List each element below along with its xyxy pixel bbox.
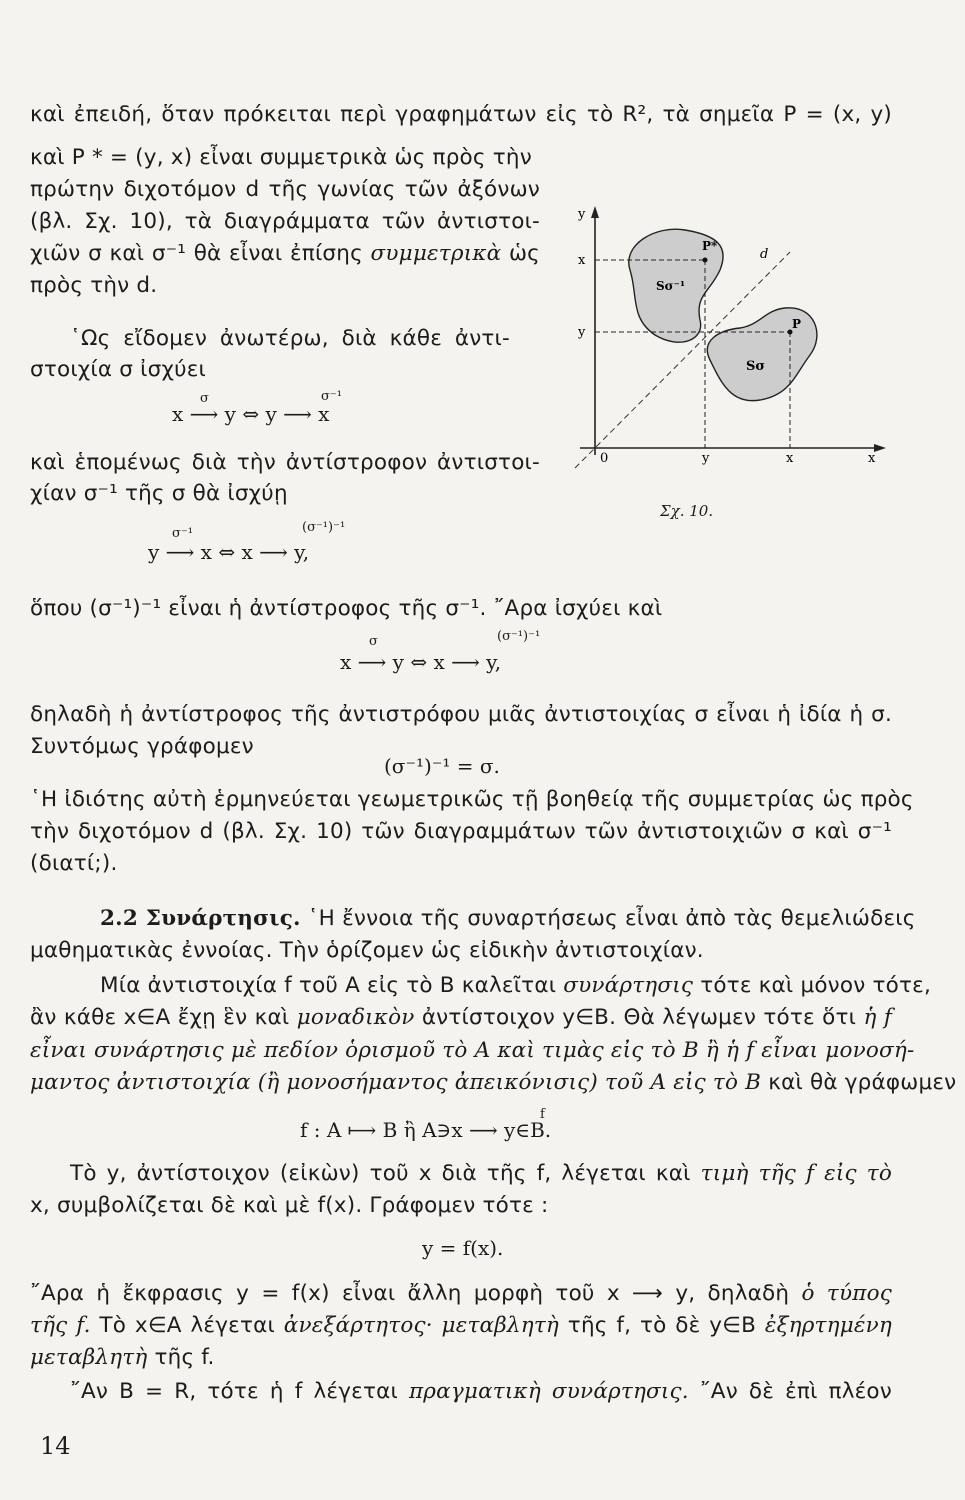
text-line: εἶναι συνάρτησις μὲ πεδίον ὁρισμοῦ τὸ A καὶ τιμὰς εἰς τὸ B ἢ ἡ f εἶναι μονοσή- [30,1038,915,1063]
point-p-star [703,258,708,263]
italic-text: μαντος ἀντιστοιχία (ἢ μονοσήμαντος ἀπεικόνισις) τοῦ A εἰς τὸ B [30,1070,762,1095]
section-heading: 2.2 Συνάρτησις. [100,906,301,931]
arrow-label: f [540,1107,545,1122]
label-origin: 0 [600,451,609,466]
italic-text: συμμετρικὰ [370,241,502,266]
text-line: δηλαδὴ ἡ ἀντίστροφος τῆς ἀντιστρόφου μιᾶς ἀντιστοιχίας σ εἶναι ἡ ἰδία ἡ σ. [30,702,892,727]
label-d: d [760,247,769,262]
text-line [30,1003,892,1033]
text-line: στοιχία σ ἰσχύει [30,357,207,382]
text-line: (διατί;). [30,851,118,876]
formula-2: y ⟶ x ⇔ x ⟶ y, [148,540,310,564]
text-line [70,1159,892,1189]
text-span: τῆς f. [154,1345,215,1370]
text-line: Συντόμως γράφομεν [30,734,254,759]
label-s-sigma-inverse: Sσ⁻¹ [656,279,686,293]
text-line: ῾Η ἰδιότης αὐτὴ ἑρμηνεύεται γεωμετρικῶς τῇ βοηθείᾳ τῆς συμμετρίας ὡς πρὸς [30,787,914,812]
text-line [30,1068,957,1098]
text-line: καὶ ἑπομένως διὰ τὴν ἀντίστροφον ἀντιστοι- [30,450,540,475]
text-line [30,1311,892,1341]
text-span: ῎Αν B = R, τότε ἡ f λέγεται [70,1379,398,1404]
label-x-left: x [578,253,586,268]
label-y-axis: y [578,207,586,222]
label-y-left: y [578,325,586,340]
text-line: x, συμβολίζεται δὲ καὶ μὲ f(x). Γράφομεν τότε : [30,1193,549,1218]
formula-3: x ⟶ y ⇔ x ⟶ y, [340,650,502,674]
arrow-label: σ [369,634,378,649]
formula-4: (σ⁻¹)⁻¹ = σ. [384,754,500,778]
formula-5: f : A ⟼ B ἢ A∋x ⟶ y∈B. [300,1118,552,1142]
text-line [30,1343,215,1373]
section-heading-line [100,904,916,934]
text-line [70,1377,892,1407]
text-line: τὴν διχοτόμον d (βλ. Σχ. 10) τῶν διαγραμμάτων τῶν ἀντιστοιχιῶν σ καὶ σ⁻¹ [30,819,892,844]
text-line: ὅπου (σ⁻¹)⁻¹ εἶναι ἡ ἀντίστροφος τῆς σ⁻¹. ῎Αρα ἰσχύει καὶ [30,596,663,621]
formula-1: x ⟶ y ⇔ y ⟶ x [172,402,330,426]
text-span: Τὸ y, ἀντίστοιχον (εἰκὼν) τοῦ x διὰ τῆς f, λέγεται καὶ [70,1161,691,1186]
italic-text: ἀνεξάρτητος· μεταβλητὴ [283,1313,559,1338]
x-axis-arrow-icon [874,444,886,452]
y-axis-arrow-icon [591,206,599,218]
text-span: Μία ἀντιστοιχία f τοῦ A εἰς τὸ B καλεῖται [100,973,557,998]
text-line [30,239,540,269]
text-line: πρώτην διχοτόμον d τῆς γωνίας τῶν ἀξόνων [30,177,540,202]
text-span: ἀντίστοιχον y∈B. Θὰ λέγωμεν τότε ὅτι [421,1005,857,1030]
italic-text: μεταβλητὴ [30,1345,148,1370]
text-span: τότε καὶ μόνον τότε, [700,973,931,998]
text-line: πρὸς τὴν d. [30,273,158,298]
label-y-bottom: y [702,451,710,466]
text-span: Τὸ x∈A λέγεται [90,1313,275,1338]
italic-text: συνάρτησις [563,973,694,998]
italic-text: ἡ f [863,1005,893,1030]
text-line: ῾Ως εἴδομεν ἀνωτέρω, διὰ κάθε ἀντι- [70,326,510,351]
text-line: χίαν σ⁻¹ τῆς σ θὰ ἰσχύῃ [30,481,288,506]
label-p: P [792,317,802,331]
label-x-axis: x [868,451,876,466]
text-span: καὶ θὰ γράφωμεν [768,1070,957,1095]
italic-text: τῆς f. [30,1313,91,1338]
text-span: ῎Αρα ἡ ἔκφρασις y = f(x) εἶναι ἄλλη μορφὴ τοῦ x ⟶ y, δηλαδὴ [30,1281,790,1306]
arrow-label: σ [200,391,209,406]
arrow-label: σ⁻¹ [172,526,193,541]
text-line [30,1279,892,1309]
arrow-label: σ⁻¹ [321,389,342,404]
page-number: 14 [40,1432,71,1460]
text-line: μαθηματικὰς ἐννοίας. Τὴν ὁρίζομεν ὡς εἰδικὴν ἀντιστοιχίαν. [30,938,704,963]
arrow-label: (σ⁻¹)⁻¹ [497,629,541,644]
text-span: ῎Αν δὲ ἐπὶ πλέον [699,1379,892,1404]
text-line: (βλ. Σχ. 10), τὰ διαγράμματα τῶν ἀντιστοι- [30,209,540,234]
figure-10-diagram [560,200,890,500]
arrow-label: (σ⁻¹)⁻¹ [302,520,346,535]
text-span: χιῶν σ καὶ σ⁻¹ θὰ εἶναι ἐπίσης [30,241,363,266]
text-line: καὶ P * = (y, x) εἶναι συμμετρικὰ ὡς πρὸς τὴν [30,145,532,170]
label-p-star: P* [702,239,718,253]
text-span: ῾Η ἔννοια τῆς συναρτήσεως εἶναι ἀπὸ τὰς θεμελιώδεις [300,906,916,931]
text-span: ὡς [508,241,540,266]
formula-6: y = f(x). [422,1236,504,1260]
label-x-bottom: x [786,451,794,466]
italic-text: ὁ τύπος [801,1281,892,1306]
text-span: ἂν κάθε x∈A ἔχῃ ἓν καὶ [30,1005,290,1030]
text-line [100,971,931,1001]
italic-text: πραγματικὴ συνάρτησις. [408,1379,689,1404]
figure-caption: Σχ. 10. [660,502,714,520]
italic-text: ἐξηρτημένη [764,1313,892,1338]
italic-text: μοναδικὸν [296,1005,415,1030]
text-span: τῆς f, τὸ δὲ y∈B [567,1313,757,1338]
italic-text: τιμὴ τῆς f εἰς τὸ [700,1161,892,1186]
label-s-sigma: Sσ [746,359,765,374]
text-line: καὶ ἐπειδή, ὅταν πρόκειται περὶ γραφημάτων εἰς τὸ R², τὰ σημεῖα P = (x, y) [30,102,892,127]
